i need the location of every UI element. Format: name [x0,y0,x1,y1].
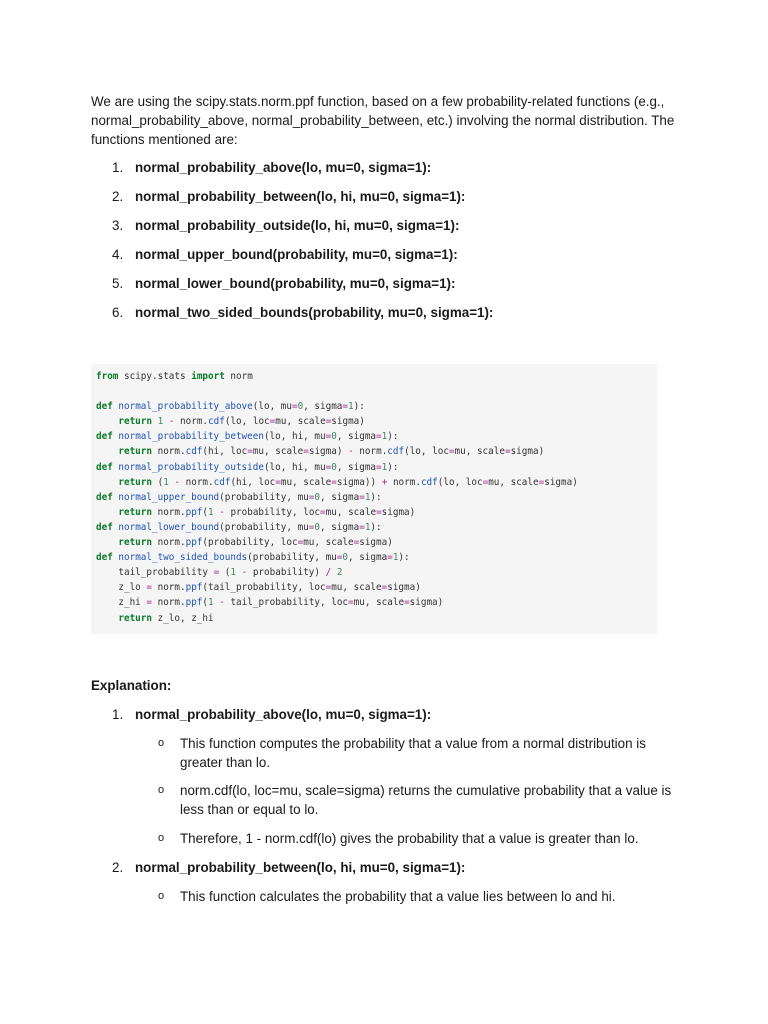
code-line: def normal_probability_outside(lo, hi, mu=0, sigma=1): [96,461,399,473]
section-number: 2. [112,860,124,875]
bullet-marker: o [158,890,165,902]
bullet-item [158,781,683,819]
code-line: def normal_two_sided_bounds(probability, mu=0, sigma=1): [96,552,410,564]
bullet-item [158,829,683,848]
function-signature: normal_probability_outside(lo, hi, mu=0, sigma=1): [135,218,460,233]
list-number: 3. [112,218,124,233]
code-line: def normal_lower_bound(probability, mu=0, sigma=1): [96,521,382,533]
code-line: from scipy.stats import norm [96,371,253,382]
function-signature: normal_lower_bound(probability, mu=0, sigma=1): [135,276,456,291]
function-signature: normal_two_sided_bounds(probability, mu=0, sigma=1): [135,305,494,320]
bullet-marker: o [158,832,165,844]
bullet-text: This function computes the probability that a value from a normal distribution is greater than lo. [180,736,646,770]
intro-paragraph: We are using the scipy.stats.norm.ppf function, based on a few probability-related functions (e.g., normal_probability_above, normal_probability_between, etc.) involving the normal distribution. The functions mentioned are: [91,94,675,147]
function-signature: normal_upper_bound(probability, mu=0, sigma=1): [135,247,458,262]
list-number: 4. [112,247,124,262]
bullet-marker: o [158,737,165,749]
function-signature: normal_probability_above(lo, mu=0, sigma=1): [135,160,432,175]
bullet-item [158,887,683,906]
section-number: 1. [112,707,124,722]
code-line: return (1 - norm.cdf(hi, loc=mu, scale=sigma)) + norm.cdf(lo, loc=mu, scale=sigma) [118,476,578,488]
code-line: return 1 - norm.cdf(lo, loc=mu, scale=sigma) [118,416,365,428]
code-line: def normal_probability_between(lo, hi, mu=0, sigma=1): [96,431,399,443]
list-number: 1. [112,160,124,175]
code-line [96,384,657,399]
function-signature: normal_probability_between(lo, hi, mu=0, sigma=1): [135,189,466,204]
list-number: 5. [112,276,124,291]
code-line: z_hi = norm.ppf(1 - tail_probability, loc=mu, scale=sigma) [118,597,444,609]
bullet-marker: o [158,784,165,796]
code-line: def normal_probability_above(lo, mu=0, sigma=1): [96,401,365,413]
section-title: normal_probability_between(lo, hi, mu=0, sigma=1): [135,860,466,875]
explanation-heading: Explanation: [91,678,172,693]
code-line: return norm.ppf(probability, loc=mu, scale=sigma) [118,537,393,549]
code-line: return norm.cdf(hi, loc=mu, scale=sigma) - norm.cdf(lo, loc=mu, scale=sigma) [118,446,545,458]
list-number: 6. [112,305,124,320]
bullet-text: This function calculates the probability that a value lies between lo and hi. [180,889,616,904]
code-line: return norm.ppf(1 - probability, loc=mu, scale=sigma) [118,506,416,518]
bullet-text: norm.cdf(lo, loc=mu, scale=sigma) returns the cumulative probability that a value is less than or equal to lo. [180,783,672,817]
code-line: tail_probability = (1 - probability) / 2 [118,567,343,579]
section-title: normal_probability_above(lo, mu=0, sigma=1): [135,707,432,722]
code-line: return z_lo, z_hi [118,612,214,624]
bullet-text: Therefore, 1 - norm.cdf(lo) gives the probability that a value is greater than lo. [180,831,639,846]
code-block[interactable] [91,364,657,634]
bullet-item [158,734,683,772]
code-line: z_lo = norm.ppf(tail_probability, loc=mu, scale=sigma) [118,582,421,594]
list-number: 2. [112,189,124,204]
code-line: def normal_upper_bound(probability, mu=0, sigma=1): [96,491,382,503]
